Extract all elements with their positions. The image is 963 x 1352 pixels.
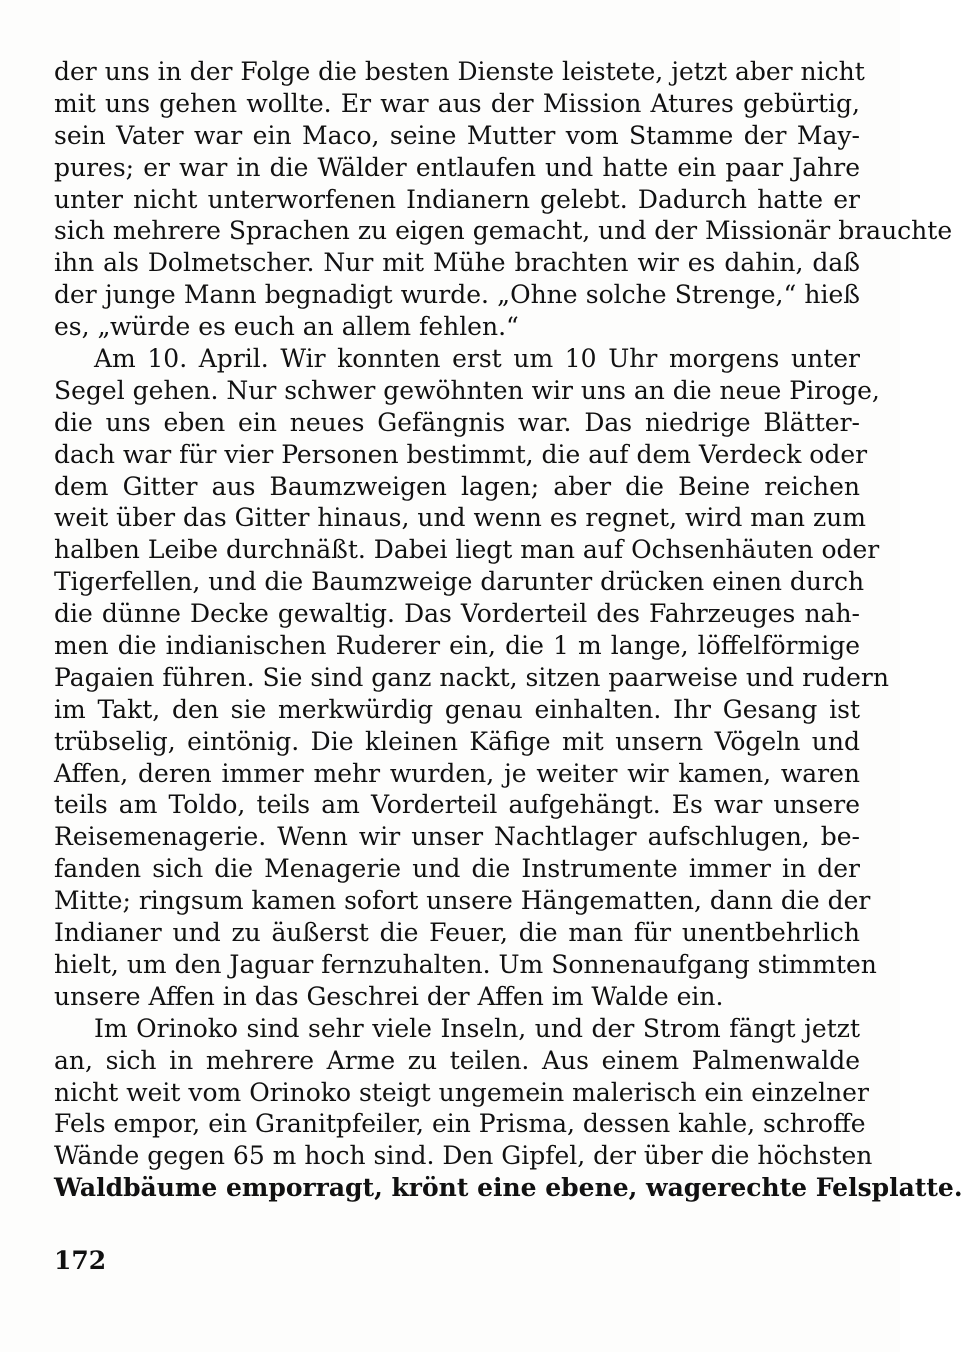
text-line: Tigerfellen, und die Baumzweige darunter drücken einen durch [54,567,865,597]
text-line: ihn als Dolmetscher. Nur mit Mühe brachten wir es dahin, daß [54,248,860,278]
text-line: unsere Affen in das Geschrei der Affen im Walde ein. [54,981,724,1011]
text-line: Wände gegen 65 m hoch sind. Den Gipfel, der über die höchsten [54,1141,873,1171]
text-line: halben Leibe durchnäßt. Dabei liegt man auf Ochsenhäuten oder [54,535,880,565]
text-line: im Takt, den sie merkwürdig genau einhalten. Ihr Gesang ist [54,694,860,724]
text-line: Affen, deren immer mehr wurden, je weiter wir kamen, waren [54,758,860,788]
text-line: sich mehrere Sprachen zu eigen gemacht, und der Missionär brauchte [54,216,953,246]
text-line: teils am Toldo, teils am Vorderteil aufgehängt. Es war unsere [54,790,860,820]
text-line: hielt, um den Jaguar fernzuhalten. Um Sonnenaufgang stimmten [54,949,877,979]
text-line: an, sich in mehrere Arme zu teilen. Aus einem Palmenwalde [54,1045,860,1075]
text-line: pures; er war in die Wälder entlaufen und hatte ein paar Jahre [54,152,860,182]
text-line: Waldbäume emporragt, krönt eine ebene, wagerechte Felsplatte. [54,1173,963,1203]
text-line: Reisemenagerie. Wenn wir unser Nachtlager aufschlugen, be- [54,822,860,852]
text-line: Segel gehen. Nur schwer gewöhnten wir uns an die neue Piroge, [54,375,880,405]
text-line: weit über das Gitter hinaus, und wenn es regnet, wird man zum [54,503,866,533]
body-text [54,56,963,1204]
text-line: mit uns gehen wollte. Er war aus der Mission Atures gebürtig, [54,88,860,118]
text-line: Pagaien führen. Sie sind ganz nackt, sitzen paarweise und rudern [54,662,889,692]
text-line: es, „würde es euch an allem fehlen.“ [54,312,519,342]
text-line: sein Vater war ein Maco, seine Mutter vom Stamme der May- [54,120,860,150]
text-line: fanden sich die Menagerie und die Instrumente immer in der [54,854,860,884]
text-line: Mitte; ringsum kamen sofort unsere Hängematten, dann die der [54,886,871,916]
paragraph-2 [54,343,889,1013]
text-line: trübselig, eintönig. Die kleinen Käfige mit unsern Vögeln und [54,726,860,756]
text-line: der junge Mann begnadigt wurde. „Ohne solche Strenge,“ hieß [54,280,860,310]
text-line: Im Orinoko sind sehr viele Inseln, und der Strom fängt jetzt [94,1013,860,1043]
text-line: die dünne Decke gewaltig. Das Vorderteil des Fahrzeuges nah- [54,599,860,629]
paragraph-1 [54,56,953,343]
text-line: unter nicht unterworfenen Indianern gelebt. Dadurch hatte er [54,184,860,214]
text-line: der uns in der Folge die besten Dienste leistete, jetzt aber nicht [54,57,865,86]
page-number: 172 [54,1246,107,1275]
text-line: dach war für vier Personen bestimmt, die auf dem Verdeck oder [54,439,868,469]
text-line: die uns eben ein neues Gefängnis war. Das niedrige Blätter- [54,407,860,437]
text-line: men die indianischen Ruderer ein, die 1 m lange, löffelförmige [54,631,860,661]
text-line: nicht weit vom Orinoko steigt ungemein malerisch ein einzelner [54,1077,869,1107]
text-line: dem Gitter aus Baumzweigen lagen; aber die Beine reichen [54,471,860,501]
text-line: Am 10. April. Wir konnten erst um 10 Uhr morgens unter [94,344,860,374]
paragraph-3 [54,1013,963,1204]
text-line: Indianer und zu äußerst die Feuer, die man für unentbehrlich [54,918,860,948]
text-line: Fels empor, ein Granitpfeiler, ein Prisma, dessen kahle, schroffe [54,1109,866,1139]
